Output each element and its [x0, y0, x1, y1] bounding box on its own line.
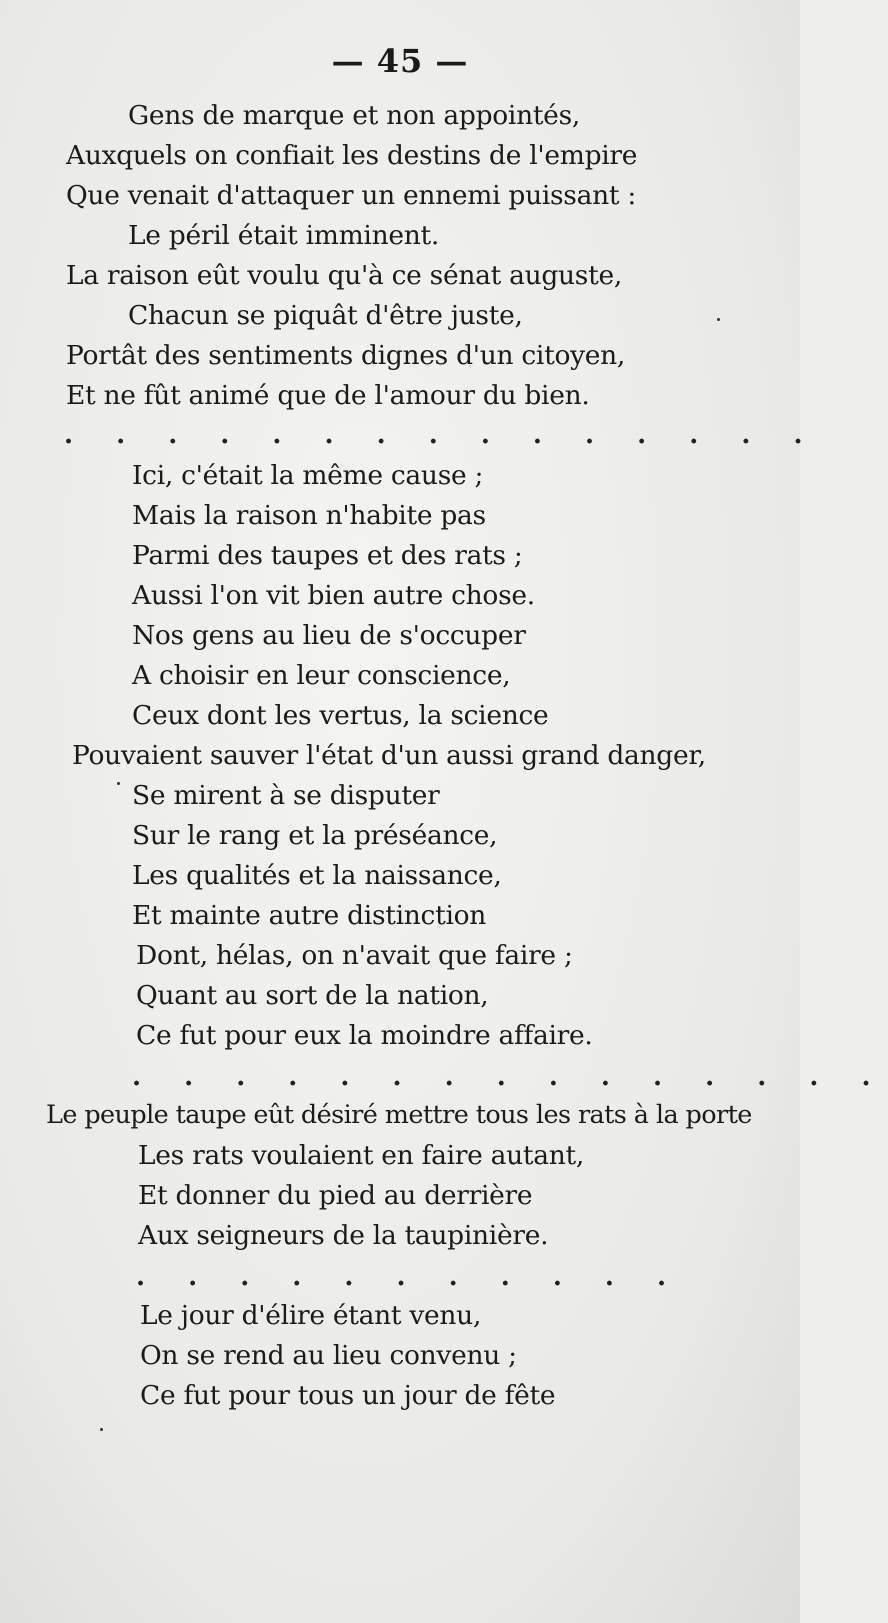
- verse-line-10: Mais la raison n'habite pas: [132, 500, 486, 531]
- verse-line-4: Le péril était imminent.: [128, 220, 439, 251]
- verse-line-25: Les rats voulaient en faire autant,: [138, 1140, 584, 1171]
- ink-speck: [100, 1428, 103, 1431]
- verse-line-26: Et donner du pied au derrière: [138, 1180, 533, 1211]
- verse-line-15: Ceux dont les vertus, la science: [132, 700, 549, 731]
- verse-line-2: Auxquels on confiait les destins de l'empire: [66, 140, 638, 171]
- verse-line-22: Quant au sort de la nation,: [136, 980, 489, 1011]
- verse-line-27: Aux seigneurs de la taupinière.: [138, 1220, 549, 1251]
- ellipsis-row-1: . . . . . . . . . . . . . . .: [64, 420, 820, 450]
- verse-line-13: Nos gens au lieu de s'occuper: [132, 620, 526, 651]
- verse-line-20: Et mainte autre distinction: [132, 900, 487, 931]
- verse-line-21: Dont, hélas, on n'avait que faire ;: [136, 940, 573, 971]
- verse-line-19: Les qualités et la naissance,: [132, 860, 502, 891]
- verse-line-8: Et ne fût animé que de l'amour du bien.: [66, 380, 590, 411]
- verse-line-24: Le peuple taupe eût désiré mettre tous les rats à la porte: [46, 1100, 752, 1130]
- verse-line-1: Gens de marque et non appointés,: [128, 100, 580, 131]
- verse-line-28: Le jour d'élire étant venu,: [140, 1300, 482, 1331]
- verse-line-12: Aussi l'on vit bien autre chose.: [132, 580, 535, 611]
- verse-line-18: Sur le rang et la préséance,: [132, 820, 498, 851]
- verse-line-23: Ce fut pour eux la moindre affaire.: [136, 1020, 593, 1051]
- verse-line-14: A choisir en leur conscience,: [132, 660, 511, 691]
- verse-line-30: Ce fut pour tous un jour de fête: [140, 1380, 556, 1411]
- verse-line-11: Parmi des taupes et des rats ;: [132, 540, 523, 571]
- verse-line-9: Ici, c'était la même cause ;: [132, 460, 484, 491]
- ink-speck: [717, 318, 720, 321]
- ellipsis-row-2: . . . . . . . . . . . . . . .: [132, 1062, 888, 1092]
- verse-line-7: Portât des sentiments dignes d'un citoyen,: [66, 340, 626, 371]
- verse-line-6: Chacun se piquât d'être juste,: [128, 300, 523, 331]
- verse-line-29: On se rend au lieu convenu ;: [140, 1340, 517, 1371]
- ink-speck: [117, 782, 120, 785]
- page-number: — 45 —: [331, 42, 469, 80]
- verse-line-16: Pouvaient sauver l'état d'un aussi grand danger,: [72, 740, 706, 771]
- verse-line-17: Se mirent à se disputer: [132, 780, 440, 811]
- verse-line-5: La raison eût voulu qu'à ce sénat auguste,: [66, 260, 622, 291]
- verse-line-3: Que venait d'attaquer un ennemi puissant :: [66, 180, 636, 211]
- ellipsis-row-3: . . . . . . . . . . .: [136, 1262, 684, 1292]
